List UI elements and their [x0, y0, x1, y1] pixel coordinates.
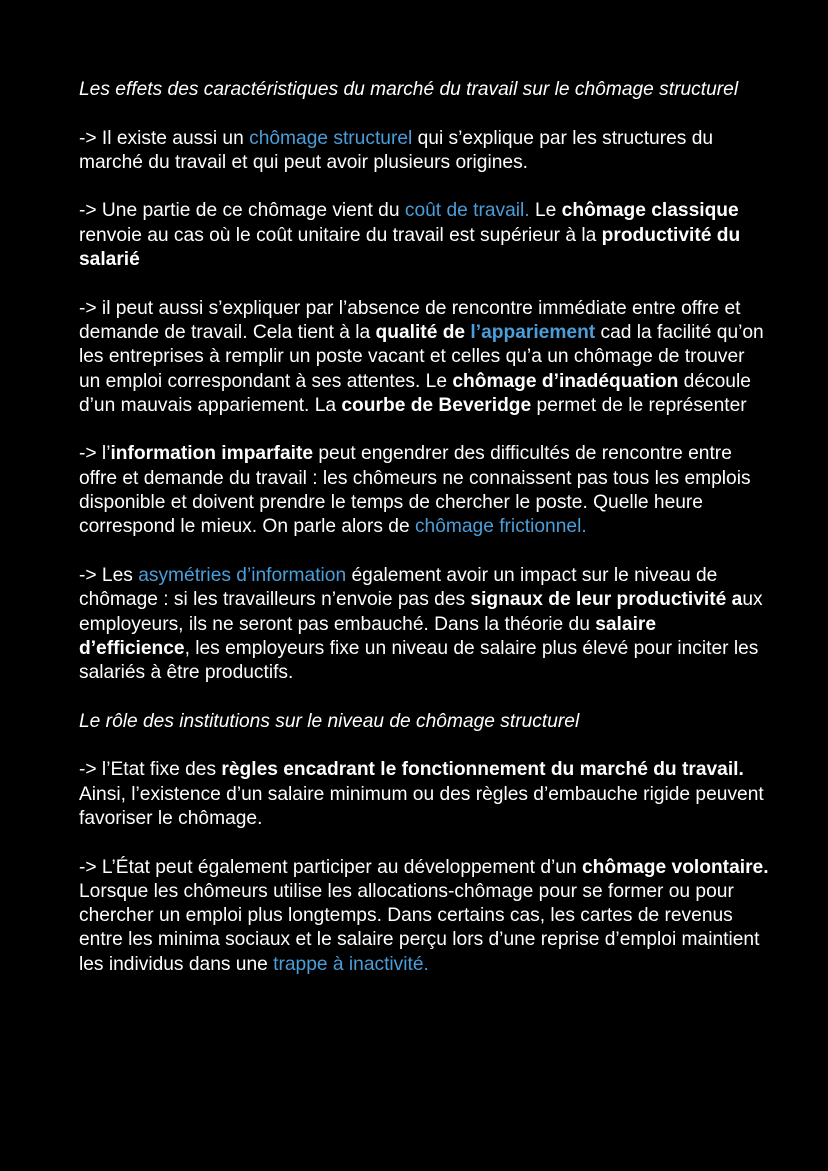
text: -> l’Etat fixe des — [79, 759, 222, 781]
text: renvoie au cas où le coût unitaire du travail est supérieur à la — [79, 224, 602, 246]
text: cad la facilité qu’on les entreprises à remplir un poste vacant et celles qu’a un chômage de trouver un emploi correspondant à ses attentes. Le — [79, 321, 764, 392]
text: -> Il existe aussi un — [79, 127, 250, 149]
section-heading-institutions: Le rôle des institutions sur le niveau de chômage structurel — [79, 710, 580, 732]
text: découle d’un mauvais appariement. La — [79, 370, 751, 416]
text: -> il peut aussi s’expliquer par l’absence de rencontre immédiate entre offre et demande de travail. Cela tient à la — [79, 297, 741, 343]
text: Lorsque les chômeurs utilise les allocations-chômage pour se former ou pour chercher un emploi plus longtemps. Dans certains cas, les cartes de revenus entre les minima sociaux et le salaire perçu lors d’une reprise d’emploi maintient les individus dans une — [79, 880, 760, 975]
text: qui s’explique par les structures du marché du travail et qui peut avoir plusieurs origines. — [79, 127, 714, 173]
paragraph-matching — [79, 297, 769, 418]
highlight-inactivity-trap: trappe à inactivité. — [273, 953, 429, 975]
bold-classic-unemployment: chômage classique — [561, 200, 739, 222]
text: -> Une partie de ce chômage vient du — [79, 200, 405, 222]
highlight-structural-unemployment: chômage structurel — [249, 127, 413, 149]
text: également avoir un impact sur le niveau de chômage : si les travailleurs n’envoie pas des — [79, 564, 718, 611]
text: ux employeurs, ils ne seront pas embauché. Dans la théorie du — [79, 589, 763, 635]
text: Ainsi, l’existence d’un salaire minimum ou des règles d’embauche rigide peuvent favoriser le chômage. — [79, 783, 764, 829]
highlight-information-asymmetry: asymétries d’information — [138, 564, 347, 586]
bold-labor-market-rules: règles encadrant le fonctionnement du marché du travail. — [221, 759, 744, 781]
bold-imperfect-information: information imparfaite — [110, 443, 314, 465]
bold-voluntary-unemployment: chômage volontaire. — [581, 856, 769, 878]
text: -> l’ — [79, 443, 111, 465]
paragraph-state-rules — [79, 758, 769, 831]
paragraph-information-asymmetry — [79, 564, 769, 685]
highlight-frictional-unemployment: chômage frictionnel. — [414, 516, 587, 538]
text: -> Les — [79, 564, 139, 586]
paragraph-labor-cost — [79, 199, 769, 272]
highlight-labor-cost: coût de travail. — [404, 200, 530, 222]
text: Le — [529, 200, 562, 222]
text: peut engendrer des difficultés de rencontre entre offre et demande du travail : les chômeurs ne connaissent pas tous les emplois disponible et doivent prendre le temps de chercher le poste. Quelle heure correspond le mieux. On parle alors de — [79, 443, 751, 538]
paragraph-imperfect-information — [79, 442, 769, 539]
section-heading-market-effects: Les effets des caractéristiques du marché du travail sur le chômage structurel — [79, 79, 739, 100]
bold-efficiency-wage: salaire d’efficience — [79, 613, 657, 659]
text: , les employeurs fixe un niveau de salaire plus élevé pour inciter les salariés à être productifs. — [79, 637, 759, 684]
bold-productivity-signals: signaux de leur productivité a — [470, 589, 743, 611]
document-page — [79, 78, 769, 1001]
bold-mismatch-unemployment: chômage d’inadéquation — [452, 370, 679, 392]
bold-beveridge-curve: courbe de Beveridge — [341, 394, 532, 416]
bold-matching-quality: qualité de — [375, 321, 471, 343]
bold-worker-productivity: productivité du salarié — [79, 224, 741, 271]
paragraph-voluntary-unemployment — [79, 856, 769, 977]
highlight-matching: l’appariement — [470, 321, 596, 343]
text: permet de le représenter — [531, 394, 747, 416]
paragraph-structural-unemployment — [79, 127, 769, 176]
text: -> L’État peut également participer au développement d’un — [79, 856, 582, 878]
